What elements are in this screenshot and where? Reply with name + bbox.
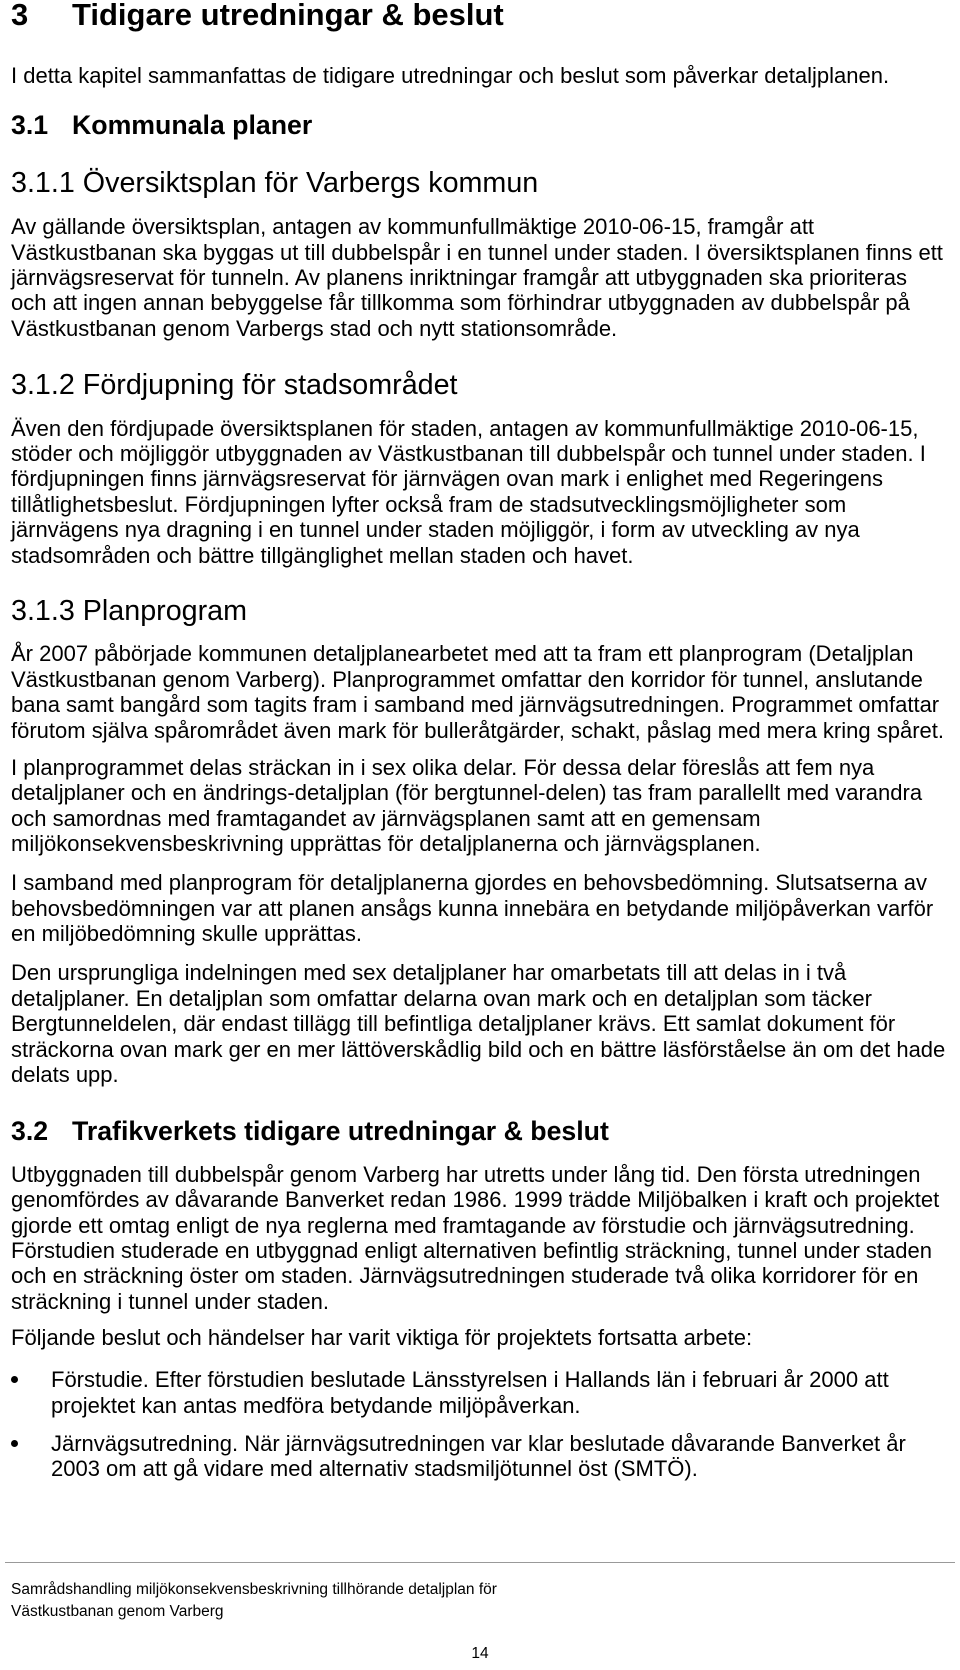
- paragraph-3-1-1: [11, 214, 943, 341]
- text-line: I planprogrammet delas sträckan in i sex olika delar. För dessa delar föreslås att fem nya: [11, 754, 875, 780]
- subsection-heading-3-1-2: [11, 369, 458, 401]
- bullet-icon: [11, 1376, 18, 1383]
- footer-divider: [5, 1562, 955, 1563]
- section-title: Trafikverkets tidigare utredningar & beslut: [72, 1116, 609, 1146]
- text-line: detaljplaner. En detaljplan som omfattar delarna ovan mark och en detaljplan som täcker: [11, 985, 872, 1011]
- text-line: Västkustbanan genom Varbergs stad och nytt stationsområde.: [11, 315, 618, 341]
- subsection-title: Fördjupning för stadsområdet: [82, 368, 458, 401]
- text-line: stadsområden och bättre tillgänglighet mellan staden och havet.: [11, 542, 634, 568]
- section-heading-3-1: [11, 110, 312, 140]
- section-number: 3.2: [11, 1116, 49, 1146]
- text-line: Följande beslut och händelser har varit viktiga för projektets fortsatta arbete:: [11, 1325, 753, 1350]
- subsection-number: 3.1.2: [11, 368, 75, 401]
- text-line: I samband med planprogram för detaljplanerna gjordes en behovsbedömning. Slutsatserna av: [11, 870, 928, 896]
- text-line: och en sträckning öster om staden. Järnvägsutredningen studerade två olika korridorer för en: [11, 1263, 919, 1289]
- text-line: sträckning i tunnel under staden.: [11, 1288, 329, 1314]
- bullet-text: [51, 1431, 906, 1482]
- chapter-intro: I detta kapitel sammanfattas de tidigare utredningar och beslut som påverkar detaljplanen.: [11, 62, 890, 88]
- text-line: Utbyggnaden till dubbelspår genom Varberg har utretts under lång tid. Den första utredningen: [11, 1161, 921, 1187]
- subsection-heading-3-1-3: [11, 595, 247, 627]
- text-line: Västkustbanan genom Varberg: [11, 1602, 224, 1620]
- text-line: tillåtlighetsbeslut. Fördjupningen lyfter också fram de stadsutvecklingsmöjligheter som: [11, 491, 847, 517]
- paragraph-3-1-3-d: [11, 960, 945, 1087]
- chapter-heading: [11, 0, 504, 30]
- text-line: Järnvägsutredning. När järnvägsutredningen var klar beslutade dåvarande Banverket år: [51, 1431, 906, 1456]
- text-line: Bergtunneldelen, där endast tillägg till befintliga detaljplaner krävs. Ett samlat dokument för: [11, 1011, 896, 1037]
- bullet-text: [51, 1367, 889, 1418]
- subsection-title: Översiktsplan för Varbergs kommun: [82, 167, 539, 200]
- text-line: och samordnas med framtagandet av järnvägsplanen samt att en gemensam: [11, 805, 761, 831]
- text-line: stöder och möjliggör utbyggnaden av Västkustbanan till dubbelspår och tunnel under staden. I: [11, 440, 926, 466]
- paragraph-3-2-b: [11, 1325, 752, 1350]
- text-line: delats upp.: [11, 1062, 119, 1088]
- text-line: en miljöbedömning skulle upprättas.: [11, 921, 362, 947]
- text-line: genomfördes av dåvarande Banverket redan 1986. 1999 trädde Miljöbalken i kraft och projektet: [11, 1187, 940, 1213]
- text-line: Förstudien studerade en utbyggnad enligt alternativen befintlig sträckning, tunnel under staden: [11, 1238, 932, 1264]
- section-number: 3.1: [11, 110, 49, 140]
- text-line: förutom själva spårområdet även mark för bulleråtgärder, schakt, påslag med mera kring spåret.: [11, 717, 944, 743]
- text-line: sträckorna ovan mark ger en mer lättöverskådlig bild och en bättre läsförståelse än om det hade: [11, 1036, 946, 1062]
- bullet-icon: [11, 1440, 18, 1447]
- subsection-title: Planprogram: [82, 594, 248, 627]
- text-line: År 2007 påbörjade kommunen detaljplanearbetet med att ta fram ett planprogram (Detaljplan: [11, 641, 914, 667]
- section-title: Kommunala planer: [72, 110, 313, 140]
- footer-text: [11, 1579, 497, 1621]
- text-line: miljökonsekvensbeskrivning upprättas för detaljplanerna och järnvägsplanen.: [11, 830, 761, 856]
- text-line: bana samt bangård som tagits fram i samband med järnvägsutredningen. Programmet omfattar: [11, 692, 940, 718]
- text-line: fördjupningen finns järnvägsreservat för järnvägen ovan mark i enlighet med Regeringens: [11, 466, 883, 492]
- text-line: järnvägens nya dragning i en tunnel under staden möjliggör, i form av utveckling av nya: [11, 517, 860, 543]
- paragraph-3-1-3-c: [11, 870, 933, 946]
- text-line: järnvägsreservat för tunneln. Av planens inriktningar framgår att utbyggnaden ska prioriteras: [11, 264, 907, 290]
- text-line: gjorde ett omtag enligt de nya reglerna med framtagande av förstudie och järnvägsutredning.: [11, 1212, 915, 1238]
- subsection-heading-3-1-1: [11, 167, 538, 199]
- paragraph-3-2-a: [11, 1162, 939, 1314]
- text-line: Förstudie. Efter förstudien beslutade Länsstyrelsen i Hallands län i februari år 2000 att: [51, 1367, 889, 1393]
- text-line: Även den fördjupade översiktsplanen för staden, antagen av kommunfullmäktige 2010-06-15,: [11, 415, 919, 441]
- text-line: Av gällande översiktsplan, antagen av kommunfullmäktige 2010-06-15, framgår att: [11, 214, 815, 240]
- text-line: Västkustbanan genom Varberg). Planprogrammet omfattar den korridor för tunnel, anslutande: [11, 666, 923, 692]
- page-number: 14: [471, 1645, 489, 1662]
- paragraph-3-1-2: [11, 416, 926, 568]
- text-line: behovsbedömningen var att planen ansågs kunna innebära en betydande miljöpåverkan varför: [11, 895, 934, 921]
- text-line: Den ursprungliga indelningen med sex detaljplaner har omarbetats till att delas in i två: [11, 960, 847, 986]
- paragraph-3-1-3-a: [11, 641, 944, 743]
- subsection-number: 3.1.1: [11, 167, 75, 200]
- paragraph-3-1-3-b: [11, 755, 922, 857]
- chapter-number: 3: [11, 0, 29, 32]
- text-line: Samrådshandling miljökonsekvensbeskrivning tillhörande detaljplan för: [11, 1581, 497, 1599]
- text-line: och att ingen annan bebyggelse får tillkomma som förhindrar utbyggnaden av dubbelspår på: [11, 290, 910, 316]
- text-line: Västkustbanan ska byggas ut till dubbelspår i en tunnel under staden. I översiktsplanen finns ett: [11, 239, 943, 265]
- text-line: detaljplaner och en ändrings-detaljplan (för bergtunnel-delen) tas fram parallellt med varandra: [11, 780, 923, 806]
- subsection-number: 3.1.3: [11, 594, 75, 627]
- section-heading-3-2: [11, 1116, 609, 1146]
- chapter-title: Tidigare utredningar & beslut: [72, 0, 504, 32]
- text-line: 2003 om att gå vidare med alternativ stadsmiljötunnel öst (SMTÖ).: [51, 1456, 698, 1482]
- text-line: projektet kan antas medföra betydande miljöpåverkan.: [51, 1392, 581, 1418]
